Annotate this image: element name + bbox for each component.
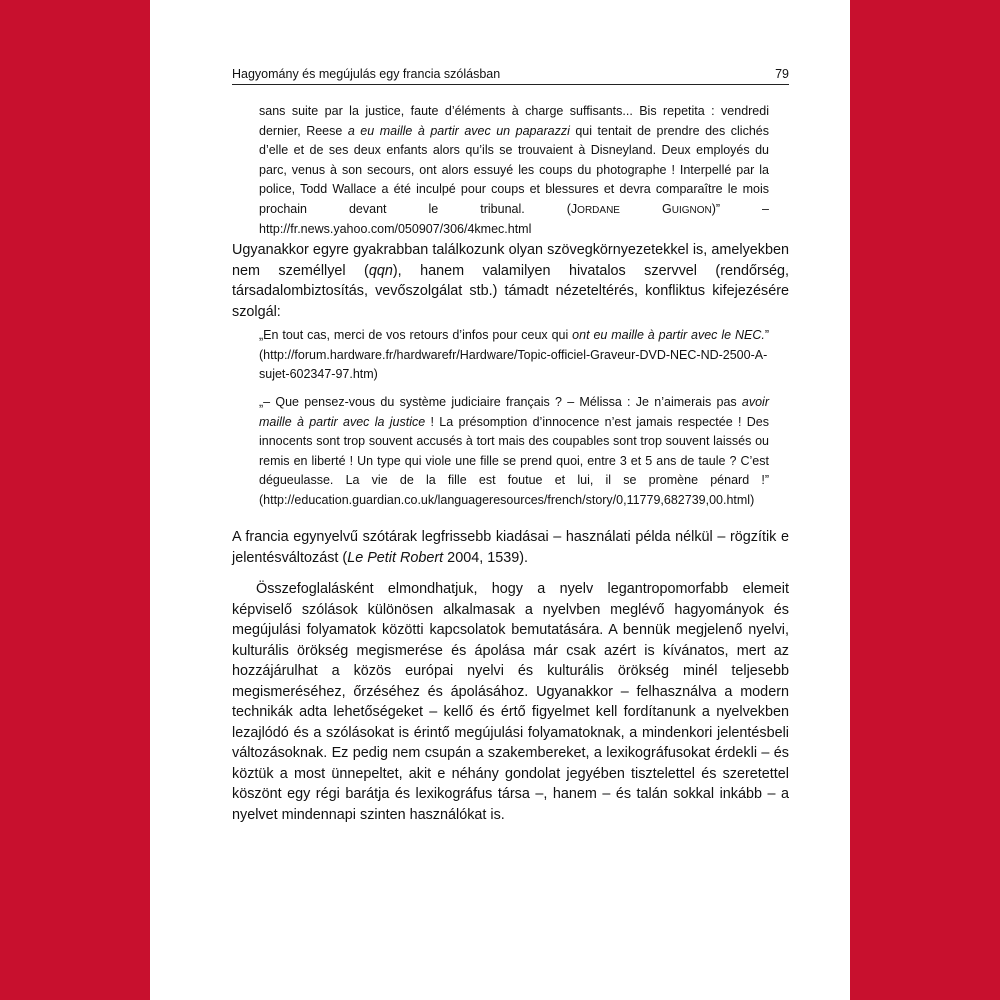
body-paragraph-3: Összefoglalásként elmondhatjuk, hogy a nyelv legantropomorfabb elemeit képviselő szólások különösen alkalmasak a nyelvben meglévő hagyományok és megújulási folyamatok közötti kapcsolatok bemutatására. A bennük megjelenő nyelvi, kulturális örökség megismerése és ápolása már csak azért is kívánatos, mert az hozzájárulhat a közös európai nyelvi és kulturális örökség minél teljesebb megismeréséhez, őrzéséhez és ápolásához. Ugyanakkor – felhasználva a modern technikák adta lehetőségeket – kellő és értő figyelmet kell fordítanunk a nyelvekben lezajlódó és a szólásokat is érintő megújulási folyamatoknak, a mindenkori jelentésbeli változásoknak. Ez pedig nem csupán a szakembereket, a lexikográfusokat érdekli – és köztük a most ünnepeltet, akit e néhány gondolat jegyében tisztelettel és szeretettel köszönt egy régi barátja és lexikográfus társa –, hanem – és talán sokkal inkább – a nyelvet mindennapi szinten használókat is. bbox=[232, 581, 789, 823]
book-page bbox=[150, 0, 850, 1000]
block-quote-3: „– Que pensez-vous du système judiciaire français ? – Mélissa : Je n’aimerais pas avoir maille à partir avec la justice ! La présomption d’innocence n’est jamais respectée ! Des innocents sont trop souvent accusés à tort mais des coupables sont trop souvent laissés ou remis en liberté ! Un type qui viole une fille se prend quoi, entre 3 et 5 ans de taule ? C’est dégueulasse. La vie de la fille est foutue et lui, il se promène pénard !” (http://education.guardian.co.uk/languageresources/french/story/0,11779,682739,00.html) bbox=[259, 395, 769, 507]
block-quote-1: sans suite par la justice, faute d’éléments à charge suffisants... Bis repetita : vendredi dernier, Reese a eu maille à partir avec un paparazzi qui tentait de prendre des clichés d’elle et de ses deux enfants alors qu’ils se trouvaient à Disneyland. Deux employés du parc, venus à son secours, ont alors essuyé les coups du photographe ! Interpellé par la police, Todd Wallace a été inculpé pour coups et blessures et devra comparaître le mois prochain devant le tribunal. (JORDANE GUIGNON)” – http://fr.news.yahoo.com/050907/306/4kmec.html bbox=[259, 104, 770, 236]
chapter-title: Hagyomány és megújulás egy francia szólásban bbox=[232, 67, 501, 81]
block-quote-2: „En tout cas, merci de vos retours d’infos pour ceux qui ont eu maille à partir avec le NEC.” (http://forum.hardware.fr/hardwarefr/Hardware/Topic-officiel-Graveur-DVD-NEC-ND-2500-A-sujet-602347-97.htm) bbox=[259, 328, 769, 381]
body-paragraph-2: A francia egynyelvű szótárak legfrissebb kiadásai – használati példa nélkül – rögzítik e jelentésváltozást (Le Petit Robert 2004, 1539). bbox=[232, 529, 789, 566]
page-number: 79 bbox=[775, 67, 789, 81]
right-red-band bbox=[850, 0, 1000, 1000]
body-paragraph-1: Ugyanakkor egyre gyakrabban találkozunk olyan szövegkörnyezetekkel is, amelyekben nem személlyel (qqn), hanem valamilyen hivatalos szervvel (rendőrség, társadalombiztosítás, vevőszolgálat stb.) támadt nézeteltérés, konfliktus kifejezésére szolgál: bbox=[232, 242, 789, 320]
left-red-band bbox=[0, 0, 150, 1000]
running-header bbox=[232, 66, 789, 85]
